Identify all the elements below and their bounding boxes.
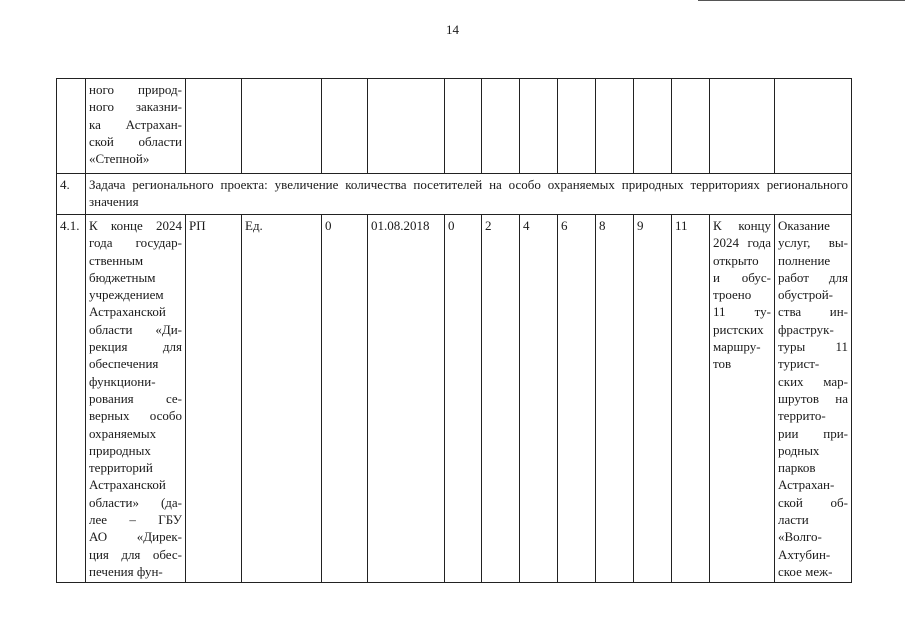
text-line: «Волго-	[778, 529, 822, 545]
item-value-7: 11	[672, 215, 710, 583]
text-line: ской области	[89, 133, 182, 149]
continuation-row	[57, 79, 852, 174]
item-unit: Ед.	[242, 215, 322, 583]
item-value-1: 0	[445, 215, 482, 583]
text-line: ция для обес-	[89, 546, 182, 562]
text-line: функциони-	[89, 373, 156, 389]
cont-text-cell	[86, 79, 186, 174]
text-line: природных	[89, 442, 151, 458]
text-line: Астрахан-	[778, 477, 835, 493]
text-line: охраняемых	[89, 425, 157, 441]
item-description-cell	[86, 215, 186, 583]
text-line: ристских	[713, 321, 764, 337]
text-line: 2024 года	[713, 235, 771, 251]
task-num: 4.	[57, 174, 86, 215]
item-description	[89, 217, 182, 580]
text-line: троено	[713, 287, 752, 303]
text-line: работ для	[778, 269, 848, 285]
text-line: области» (да-	[89, 494, 182, 510]
text-line: ка Астрахан-	[89, 116, 182, 132]
item-result	[713, 217, 771, 373]
task-text: Задача регионального проекта: увеличение количества посетителей на особо охраняемых природных территориях регионального значения	[86, 174, 852, 215]
item-value-3: 4	[520, 215, 558, 583]
item-value-4: 6	[558, 215, 596, 583]
continuation-text	[89, 81, 182, 167]
item-row	[57, 215, 852, 583]
text-line: ласти	[778, 512, 809, 528]
text-line: террито-	[778, 408, 826, 424]
text-line: года государ-	[89, 235, 182, 251]
text-line: обустрой-	[778, 287, 834, 303]
text-line: территорий	[89, 460, 153, 476]
item-type: РП	[186, 215, 242, 583]
text-line: фраструк-	[778, 321, 834, 337]
text-line: маршру-	[713, 339, 761, 355]
item-characteristic-cell	[775, 215, 852, 583]
text-line: 11 ту-	[713, 304, 771, 320]
text-line: печения фун-	[89, 563, 163, 579]
text-line: рекция для	[89, 339, 182, 355]
text-line: открыто	[713, 252, 759, 268]
project-table	[56, 78, 852, 583]
text-line: родных	[778, 442, 820, 458]
text-line: верных особо	[89, 408, 182, 424]
task-row	[57, 174, 852, 215]
item-num: 4.1.	[57, 215, 86, 583]
text-line: К конце 2024	[89, 218, 182, 233]
text-line: «Степной»	[89, 151, 150, 167]
text-line: и обус-	[713, 269, 771, 285]
item-base-date: 01.08.2018	[368, 215, 445, 583]
cont-num-cell	[57, 79, 86, 174]
text-line: ственным	[89, 252, 144, 268]
text-line: турист-	[778, 356, 820, 372]
text-line: шрутов на	[778, 390, 848, 406]
item-result-cell	[710, 215, 775, 583]
text-line: Оказание	[778, 218, 830, 233]
text-line: учреждением	[89, 287, 164, 303]
text-line: области «Ди-	[89, 321, 182, 337]
text-line: Ахтубин-	[778, 546, 831, 562]
text-line: обеспечения	[89, 356, 159, 372]
item-value-6: 9	[634, 215, 672, 583]
text-line: полнение	[778, 252, 831, 268]
text-line: ного природ-	[89, 82, 182, 97]
text-line: Астраханской	[89, 304, 166, 320]
text-line: тов	[713, 356, 732, 372]
text-line: парков	[778, 460, 816, 476]
text-line: бюджетным	[89, 269, 156, 285]
item-characteristic	[778, 217, 848, 580]
text-line: АО «Дирек-	[89, 529, 182, 545]
text-line: рования се-	[89, 390, 182, 406]
text-line: К концу	[713, 218, 771, 233]
text-line: ских мар-	[778, 373, 848, 389]
item-base-value: 0	[322, 215, 368, 583]
text-line: рии при-	[778, 425, 848, 441]
item-value-5: 8	[596, 215, 634, 583]
text-line: туры 11	[778, 339, 848, 355]
text-line: ства ин-	[778, 304, 848, 320]
text-line: ское меж-	[778, 563, 833, 579]
text-line: услуг, вы-	[778, 235, 848, 251]
text-line: лее – ГБУ	[89, 512, 182, 528]
item-value-2: 2	[482, 215, 520, 583]
text-line: ного заказни-	[89, 99, 182, 115]
top-rule	[698, 0, 905, 1]
text-line: Астраханской	[89, 477, 166, 493]
page-number: 14	[446, 22, 459, 37]
text-line: ской об-	[778, 494, 848, 510]
